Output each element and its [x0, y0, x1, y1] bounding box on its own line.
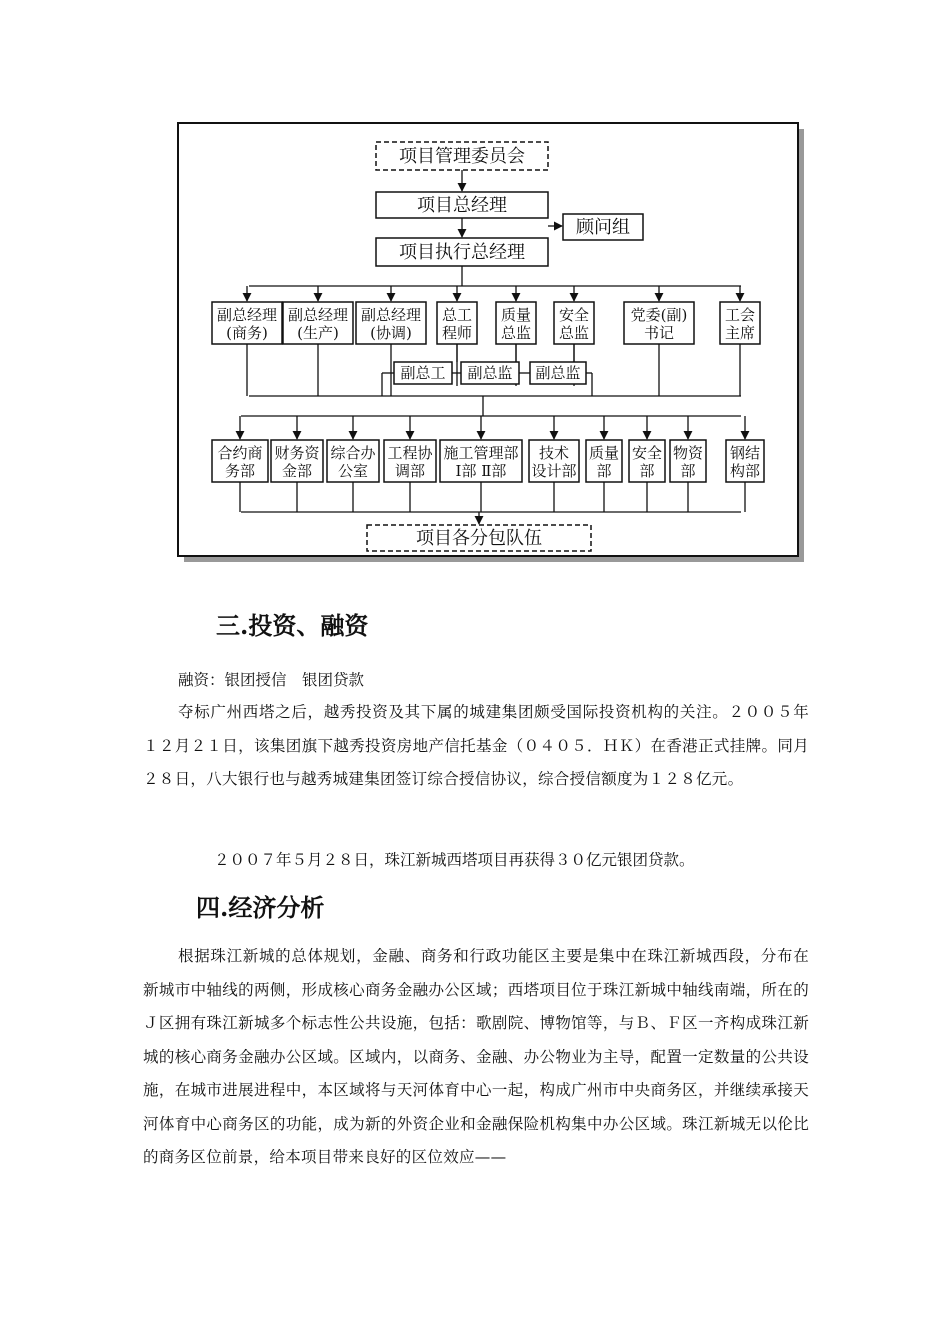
- section3-paragraph-2: ２００７年５月２８日，珠江新城西塔项目再获得３０亿元银团贷款。: [214, 851, 695, 869]
- department-line1-9: 钢结: [729, 444, 761, 462]
- level3-line2-2: (协调): [370, 324, 412, 342]
- deputy-label-0: 副总工: [400, 364, 446, 382]
- deputy-label-1: 副总监: [467, 364, 513, 382]
- section4-paragraph-1: 根据珠江新城的总体规划，金融、商务和行政功能区主要是集中在珠江新城西段，分布在新城市中轴线的两侧，形成核心商务金融办公区域；西塔项目位于珠江新城中轴线南端，所在的Ｊ区拥有珠江新城多个标志性公共设施，包括：歌剧院、博物馆等，与Ｂ、Ｆ区一齐构成珠江新城的核心商务金融办公区域。区域内，以商务、金融、办公物业为主导，配置一定数量的公共设施，在城市进展进程中，本区域将与天河体育中心一起，构成广州市中央商务区，并继续承接天河体育中心商务区的功能，成为新的外资企业和金融保险机构集中办公区域。珠江新城无以伦比的商务区位前景，给本项目带来良好的区位效应——: [143, 947, 809, 1166]
- department-line1-6: 质量: [588, 444, 620, 462]
- department-line2-1: 金部: [281, 462, 313, 480]
- department-line1-7: 安全: [631, 444, 663, 462]
- general-manager-label: 项目总经理: [417, 195, 507, 216]
- department-line2-5: 设计部: [531, 462, 577, 480]
- department-line2-4: Ⅰ部 Ⅱ部: [455, 462, 507, 480]
- level3-line1-1: 副总经理: [287, 306, 349, 324]
- deputy-label-2: 副总监: [535, 364, 581, 382]
- department-line1-4: 施工管理部: [443, 444, 519, 462]
- level3-line1-4: 质量: [500, 306, 532, 324]
- level3-line1-3: 总工: [441, 306, 473, 324]
- department-line2-0: 务部: [224, 462, 256, 480]
- level3-line1-2: 副总经理: [360, 306, 422, 324]
- level3-line1-5: 安全: [558, 306, 590, 324]
- level3-line2-1: (生产): [297, 324, 339, 342]
- org-chart-diagram: [0, 0, 950, 600]
- section4-heading: 四.经济分析: [196, 893, 325, 922]
- department-line2-8: 部: [680, 462, 696, 480]
- level3-line2-0: (商务): [226, 324, 268, 342]
- department-line2-2: 公室: [337, 462, 369, 480]
- subcontractors-label: 项目各分包队伍: [416, 528, 542, 549]
- level3-line1-7: 工会: [724, 306, 756, 324]
- level3-line1-0: 副总经理: [216, 306, 278, 324]
- department-line2-9: 构部: [729, 462, 761, 480]
- executive-gm-label: 项目执行总经理: [399, 242, 525, 263]
- financing-line: 融资：银团授信 银团贷款: [178, 671, 365, 689]
- advisory-group-label: 顾问组: [576, 217, 630, 238]
- level3-line2-3: 程师: [441, 324, 473, 342]
- level3-line2-5: 总监: [558, 324, 590, 342]
- department-line1-1: 财务资: [274, 444, 320, 462]
- section3-heading: 三.投资、融资: [216, 611, 369, 640]
- department-line2-6: 部: [596, 462, 612, 480]
- department-line1-3: 工程协: [387, 444, 433, 462]
- level3-line1-6: 党委(副): [630, 306, 688, 324]
- section3-paragraph-1: 夺标广州西塔之后，越秀投资及其下属的城建集团颇受国际投资机构的关注。２００５年１２月２１日，该集团旗下越秀投资房地产信托基金（０４０５．ＨＫ）在香港正式挂牌。同月２８日，八大银行也与越秀城建集团签订综合授信协议，综合授信额度为１２８亿元。: [143, 703, 809, 788]
- department-line2-7: 部: [639, 462, 655, 480]
- level3-line2-7: 主席: [724, 324, 756, 342]
- department-line2-3: 调部: [394, 462, 426, 480]
- org-chart-figure: [0, 0, 950, 600]
- department-line1-2: 综合办: [330, 444, 376, 462]
- department-line1-0: 合约商: [217, 444, 263, 462]
- level3-line2-4: 总监: [500, 324, 532, 342]
- department-line1-8: 物资: [672, 444, 704, 462]
- level3-line2-6: 书记: [643, 324, 675, 342]
- department-line1-5: 技术: [538, 444, 570, 462]
- committee-label: 项目管理委员会: [399, 146, 525, 167]
